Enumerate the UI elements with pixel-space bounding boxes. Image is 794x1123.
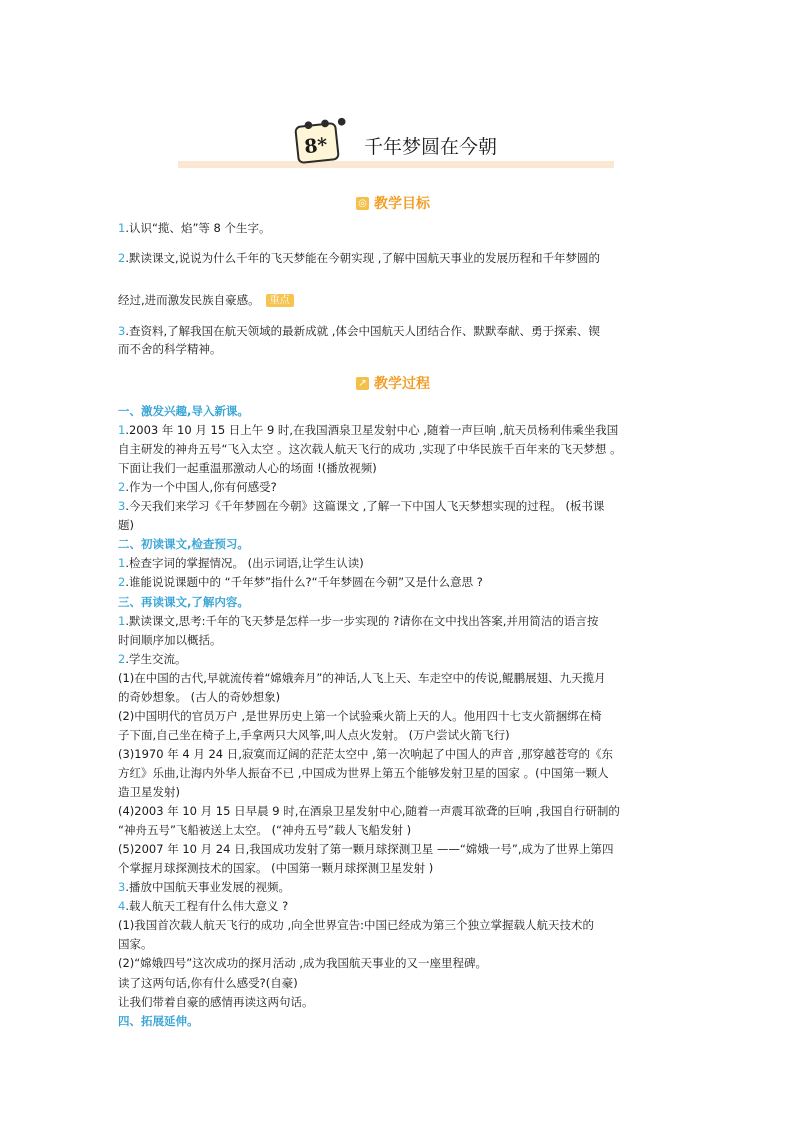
- line-text: (2)中国明代的官员万户 ,是世界历史上第一个试验乘火箭上天的人。他用四十七支火箭捆绑在椅: [118, 709, 602, 723]
- line-text: 个掌握月球探测技术的国家。 (中国第一颗月球探测卫星发射 ): [118, 861, 434, 875]
- line-text: .载人航天工程有什么伟大意义 ?: [125, 899, 289, 913]
- line-text: 国家。: [118, 937, 153, 951]
- section-subheading: [118, 402, 249, 420]
- item-number: 1: [118, 221, 126, 235]
- line-text: 四、拓展延伸。: [118, 1014, 199, 1028]
- process-line: [118, 993, 314, 1011]
- line-text: (2)“嫦娥四号”这次成功的探月活动 ,成为我国航天事业的又一座里程碑。: [118, 956, 488, 970]
- item-number: 3: [118, 499, 126, 513]
- line-text: (3)1970 年 4 月 24 日,寂寞而辽阔的茫茫太空中 ,第一次响起了中国人的声音 ,那穿越苍穹的《东: [118, 747, 614, 761]
- section-subheading: [118, 535, 249, 553]
- line-text: 一、激发兴趣,导入新课。: [118, 404, 249, 418]
- process-line: [118, 650, 186, 668]
- line-text: 的奇妙想象。 (古人的奇妙想象): [118, 690, 281, 704]
- section-subheading: [118, 593, 249, 611]
- process-line: [118, 554, 364, 572]
- process-line: [118, 669, 606, 687]
- target-icon: ◎: [356, 197, 369, 210]
- process-line: [118, 840, 613, 858]
- lesson-number: 8*: [303, 133, 329, 159]
- process-line: [118, 897, 288, 915]
- item-number: 1: [118, 423, 126, 437]
- process-line: [118, 478, 277, 496]
- process-line: [118, 783, 180, 801]
- process-line: [118, 745, 613, 763]
- process-line: [118, 421, 618, 439]
- line-text: (5)2007 年 10 月 24 日,我国成功发射了第一颗月球探测卫星 ——“嫦娥一号”,成为了世界上第四: [118, 842, 614, 856]
- item-number: 1: [118, 556, 126, 570]
- line-text: (1)我国首次载人航天飞行的成功 ,向全世界宣告:中国已经成为第三个独立掌握载人航天技术的: [118, 918, 594, 932]
- process-line: [118, 459, 377, 477]
- process-line: [118, 573, 483, 591]
- line-text: 时间顺序加以概括。: [118, 633, 222, 647]
- objectives-heading: [356, 192, 430, 214]
- line-text: (4)2003 年 10 月 15 日早晨 9 时,在酒泉卫星发射中心,随着一声震耳欲聋的巨响 ,我国自行研制的: [118, 804, 620, 818]
- process-line: [118, 631, 222, 649]
- objective-item-cont: [118, 291, 294, 309]
- item-number: 3: [118, 880, 126, 894]
- item-number: 3: [118, 324, 126, 338]
- process-line: [118, 612, 598, 630]
- line-text: “神舟五号”飞船被送上太空。 (“神舟五号”载人飞船发射 ): [118, 823, 412, 837]
- line-text: 方红》乐曲,让海内外华人振奋不已 ,中国成为世界上第五个能够发射卫星的国家 。(中国第一颗人: [118, 766, 609, 780]
- process-line: [118, 935, 153, 953]
- line-text: .作为一个中国人,你有何感受?: [125, 480, 277, 494]
- objective-item: [118, 322, 600, 340]
- process-line: [118, 859, 433, 877]
- item-number: 1: [118, 614, 126, 628]
- process-heading: [356, 372, 430, 394]
- line-text: .学生交流。: [125, 652, 187, 666]
- process-line: [118, 974, 298, 992]
- item-text: .认识“揽、焰”等 8 个生字。: [125, 221, 271, 235]
- objectives-heading-label: 教学目标: [374, 196, 430, 212]
- process-line: [118, 497, 604, 515]
- line-text: .谁能说说课题中的 “千年梦”指什么?“千年梦圆在今朝”又是什么意思 ?: [125, 575, 483, 589]
- line-text: 造卫星发射): [118, 785, 180, 799]
- process-line: [118, 821, 411, 839]
- title-underline: [178, 161, 614, 168]
- process-line: [118, 916, 594, 934]
- line-text: .2003 年 10 月 15 日上午 9 时,在我国酒泉卫星发射中心 ,随着一声巨响 ,航天员杨利伟乘坐我国: [125, 423, 619, 437]
- objective-item: [118, 219, 271, 237]
- section-subheading: [118, 1012, 199, 1030]
- line-text: (1)在中国的古代,早就流传着“嫦娥奔月”的神话,人飞上天、车走空中的传说,鲲鹏展翅、九天揽月: [118, 671, 606, 685]
- process-line: [118, 440, 622, 458]
- lesson-title: 千年梦圆在今朝: [364, 136, 498, 158]
- line-text: 题): [118, 518, 134, 532]
- process-line: [118, 802, 620, 820]
- line-text: .播放中国航天事业发展的视频。: [125, 880, 290, 894]
- item-number: 2: [118, 652, 126, 666]
- line-text: 下面让我们一起重温那激动人心的场面 !(播放视频): [118, 461, 377, 475]
- process-line: [118, 878, 290, 896]
- key-point-tag: 重点: [266, 294, 294, 307]
- process-line: [118, 707, 602, 725]
- line-text: 子下面,自己坐在椅子上,手拿两只大风筝,叫人点火发射。 (万户尝试火箭飞行): [118, 728, 510, 742]
- item-number: 2: [118, 480, 126, 494]
- line-text: 自主研发的神舟五号“飞入太空 。这次载人航天飞行的成功 ,实现了中华民族千百年来的飞天梦想 。: [118, 442, 622, 456]
- item-number: 4: [118, 899, 126, 913]
- item-text: 经过,进而激发民族自豪感。: [118, 293, 260, 307]
- line-text: .检查字词的掌握情况。 (出示词语,让学生认读): [125, 556, 364, 570]
- objective-item: [118, 249, 600, 267]
- process-heading-label: 教学过程: [374, 376, 430, 392]
- item-number: 2: [118, 251, 126, 265]
- item-text: .查资料,了解我国在航天领域的最新成就 ,体会中国航天人团结合作、默默奉献、勇于探索、锲: [125, 324, 600, 338]
- calendar-icon: ●●● 8*: [294, 122, 340, 164]
- objective-item-cont: [118, 340, 222, 358]
- process-icon: ↗: [356, 377, 369, 390]
- lesson-header: [178, 115, 614, 170]
- process-line: [118, 688, 280, 706]
- process-line: [118, 954, 487, 972]
- line-text: 二、初读课文,检查预习。: [118, 537, 249, 551]
- item-text: .默读课文,说说为什么千年的飞天梦能在今朝实现 ,了解中国航天事业的发展历程和千年梦圆的: [125, 251, 600, 265]
- item-number: 2: [118, 575, 126, 589]
- process-line: [118, 516, 134, 534]
- process-line: [118, 726, 510, 744]
- item-text: 而不舍的科学精神。: [118, 342, 222, 356]
- line-text: 让我们带着自豪的感情再读这两句话。: [118, 995, 314, 1009]
- line-text: .默读课文,思考:千年的飞天梦是怎样一步一步实现的 ?请你在文中找出答案,并用简洁的语言按: [125, 614, 599, 628]
- process-line: [118, 764, 609, 782]
- line-text: 读了这两句话,你有什么感受?(自豪): [118, 976, 298, 990]
- line-text: 三、再读课文,了解内容。: [118, 595, 249, 609]
- line-text: .今天我们来学习《千年梦圆在今朝》这篇课文 ,了解一下中国人飞天梦想实现的过程。 (板书课: [125, 499, 605, 513]
